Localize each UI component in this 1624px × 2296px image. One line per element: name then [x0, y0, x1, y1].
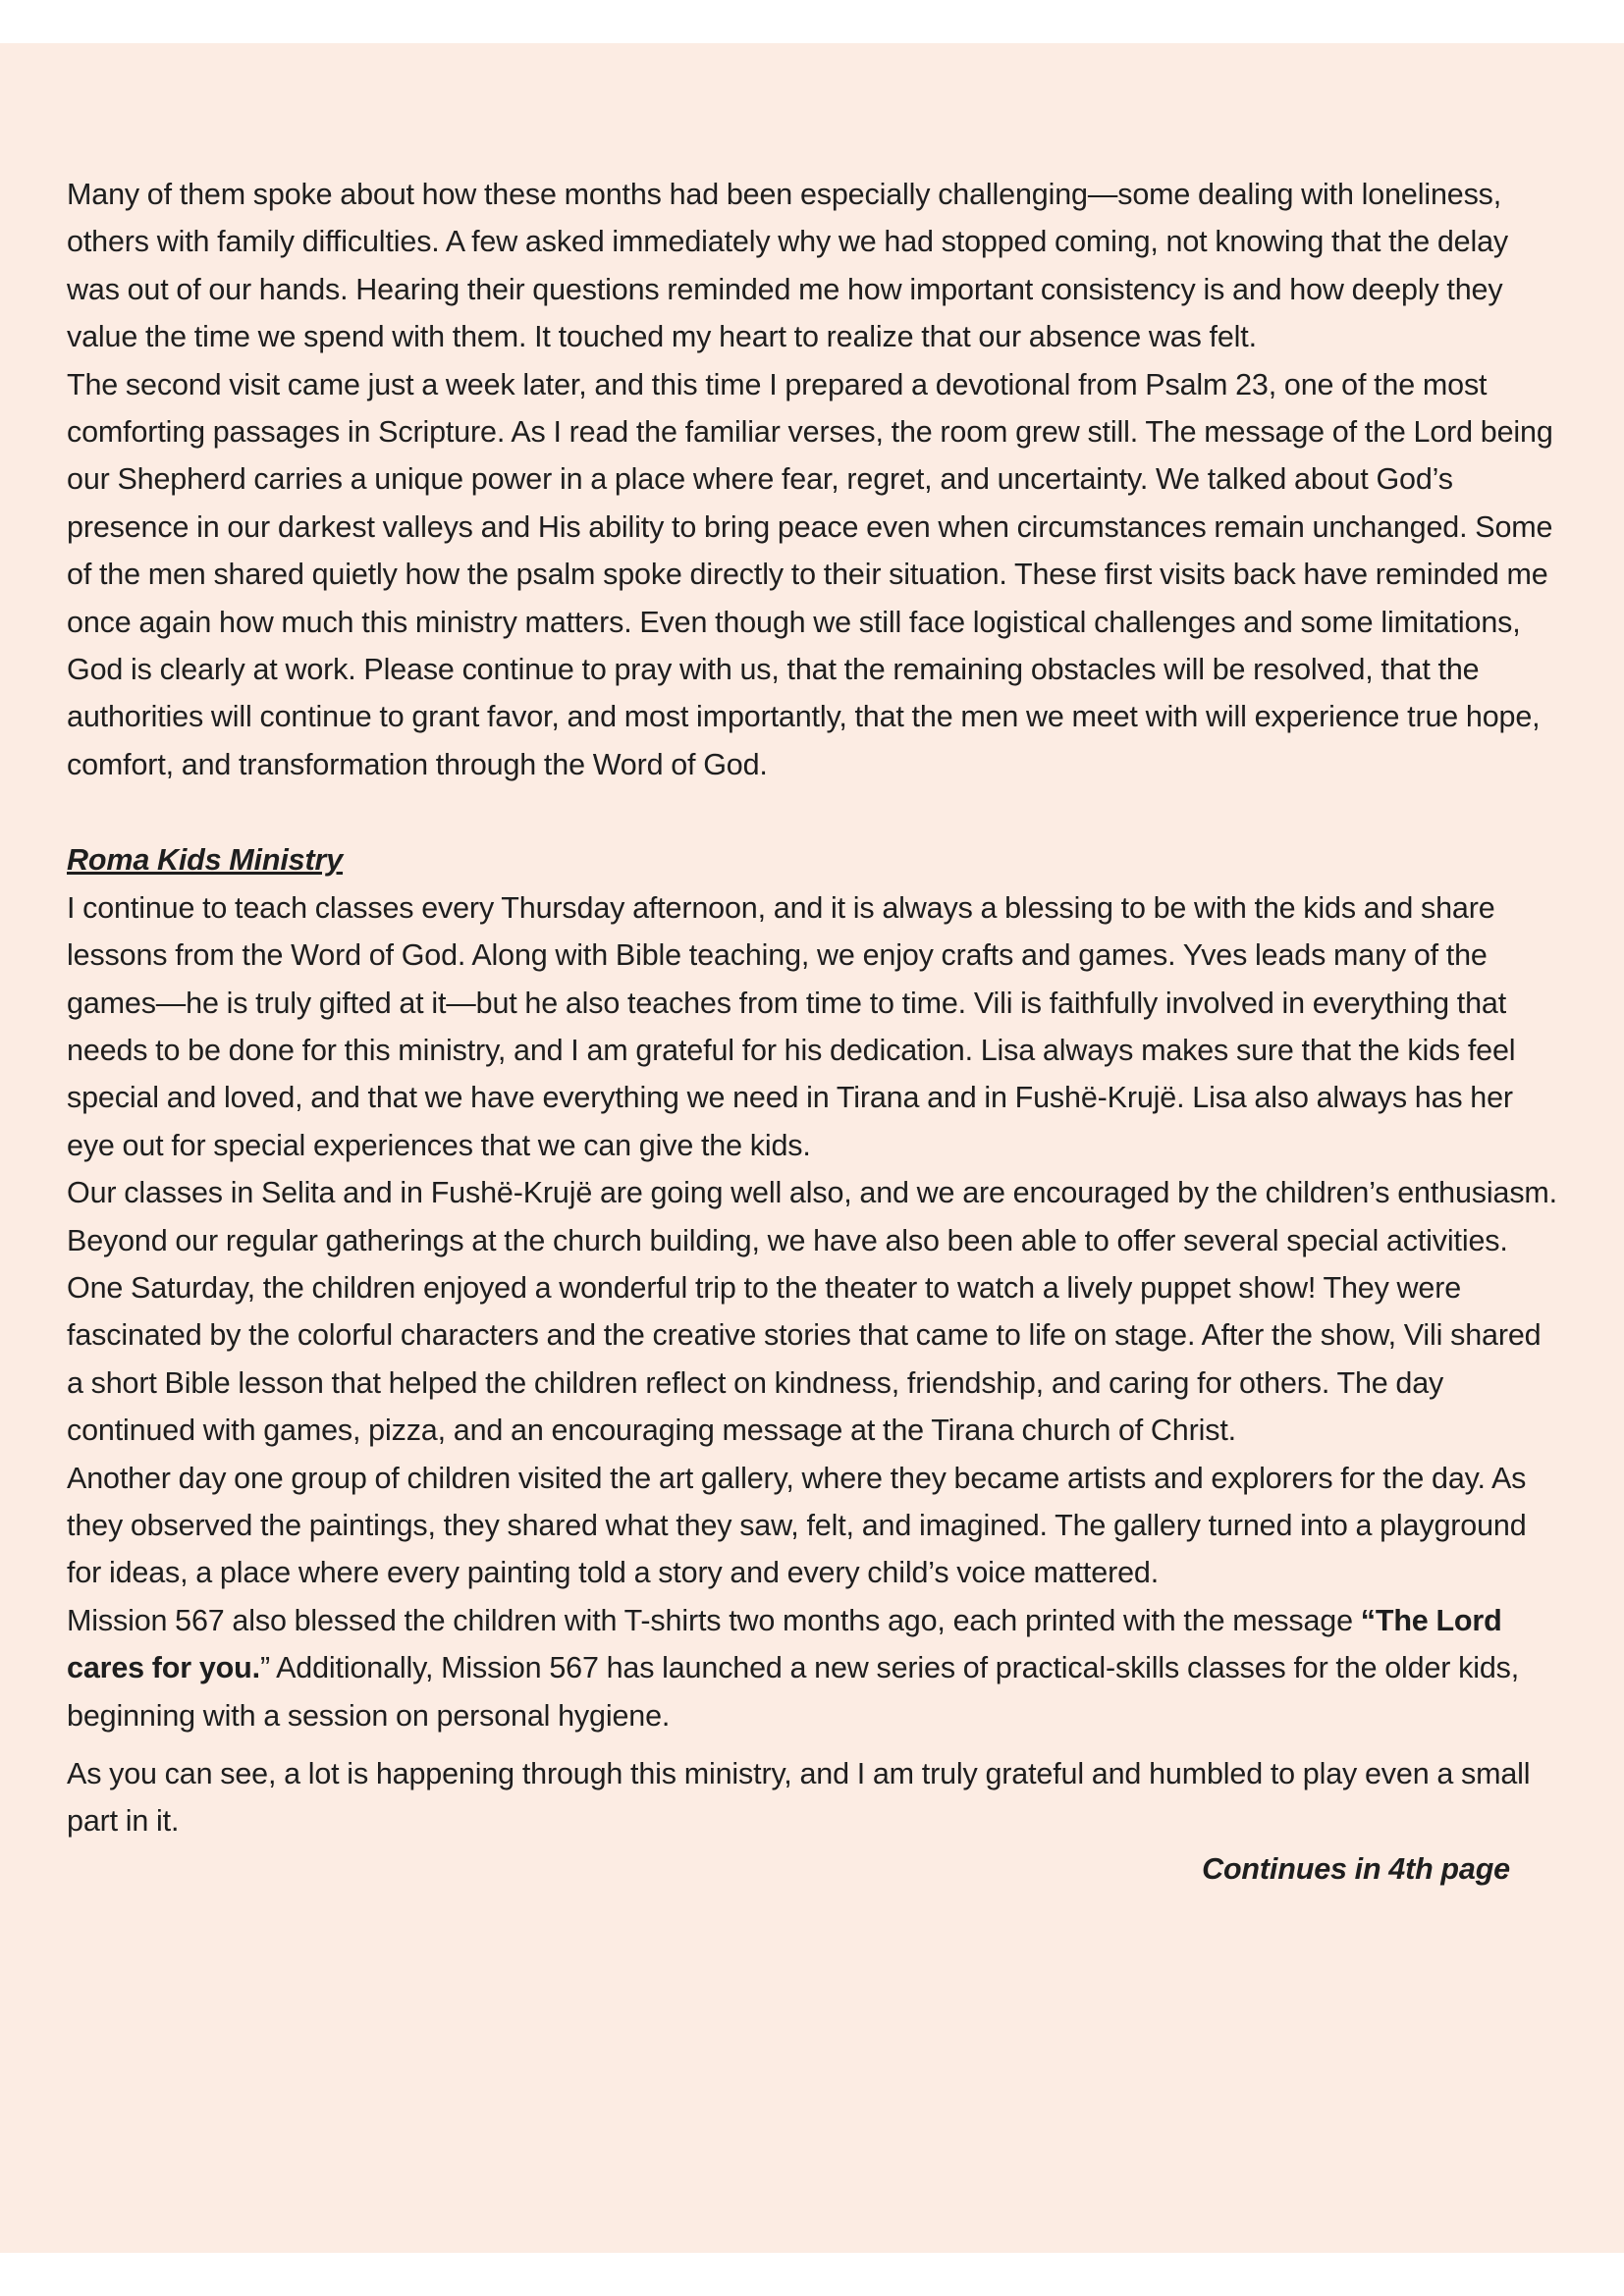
article-body [67, 171, 1559, 1893]
paragraph-closing: As you can see, a lot is happening through this ministry, and I am truly grateful and humbled to play even a small part in it. [67, 1757, 1531, 1839]
paragraph-selita-classes: Our classes in Selita and in Fushë-Krujë are going well also, and we are encouraged by the children’s enthusiasm. [67, 1176, 1557, 1210]
mission-quote: “The Lord cares for you. [67, 1603, 1502, 1685]
paragraph-second-visit: The second visit came just a week later, and this time I prepared a devotional from Psalm 23, one of the most comforting passages in Scripture. As I read the familiar verses, the room grew still. The message of the Lord being our Shepherd carries a unique power in a place where fear, regret, and uncertainty. We talked about God’s presence in our darkest valleys and His ability to bring peace even when circumstances remain unchanged. Some of the men shared quietly how the psalm spoke directly to their situation. These first visits back have reminded me once again how much this ministry matters. Even though we still face logistical challenges and some limitations, God is clearly at work. Please continue to pray with us, that the remaining obstacles will be resolved, that the authorities will continue to grant favor, and most importantly, that the men we meet with will experience true hope, comfort, and transformation through the Word of God. [67, 367, 1553, 781]
continues-note: Continues in 4th page [1202, 1851, 1510, 1886]
paragraph-thursday-classes: I continue to teach classes every Thursday afternoon, and it is always a blessing to be with the kids and share lessons from the Word of God. Along with Bible teaching, we enjoy crafts and games. Yves leads many of the games—he is truly gifted at it—but he also teaches from time to time. Vili is faithfully involved in everything that needs to be done for this ministry, and I am grateful for his dedication. Lisa always makes sure that the kids feel special and loved, and that we have everything we need in Tirana and in Fushë-Krujë. Lisa also always has her eye out for special experiences that we can give the kids. [67, 890, 1516, 1162]
paragraph-mission-567 [67, 1597, 1559, 1739]
paragraph-loneliness: Many of them spoke about how these months had been especially challenging—some dealing with loneliness, others with family difficulties. A few asked immediately why we had stopped coming, not knowing that the delay was out of our hands. Hearing their questions reminded me how important consistency is and how deeply they value the time we spend with them. It touched my heart to realize that our absence was felt. [67, 178, 1509, 354]
mission-text-before: Mission 567 also blessed the children with T-shirts two months ago, each printed with the message [67, 1603, 1361, 1637]
paragraph-special-activities: Beyond our regular gatherings at the church building, we have also been able to offer several special activities. One Saturday, the children enjoyed a wonderful trip to the theater to watch a lively puppet show! They were fascinated by the colorful characters and the creative stories that came to life on stage. After the show, Vili shared a short Bible lesson that helped the children reflect on kindness, friendship, and caring for others. The day continued with games, pizza, and an encouraging message at the Tirana church of Christ. [67, 1223, 1542, 1448]
page-background [0, 43, 1624, 2253]
section-heading-roma-kids-ministry: Roma Kids Ministry [67, 843, 344, 878]
mission-text-after: ” Additionally, Mission 567 has launched a new series of practical-skills classes for the older kids, beginning with a session on personal hygiene. [67, 1651, 1520, 1733]
paragraph-art-gallery: Another day one group of children visited the art gallery, where they became artists and explorers for the day. As they observed the paintings, they shared what they saw, felt, and imagined. The gallery turned into a playground for ideas, a place where every painting told a story and every child’s voice mattered. [67, 1461, 1527, 1590]
